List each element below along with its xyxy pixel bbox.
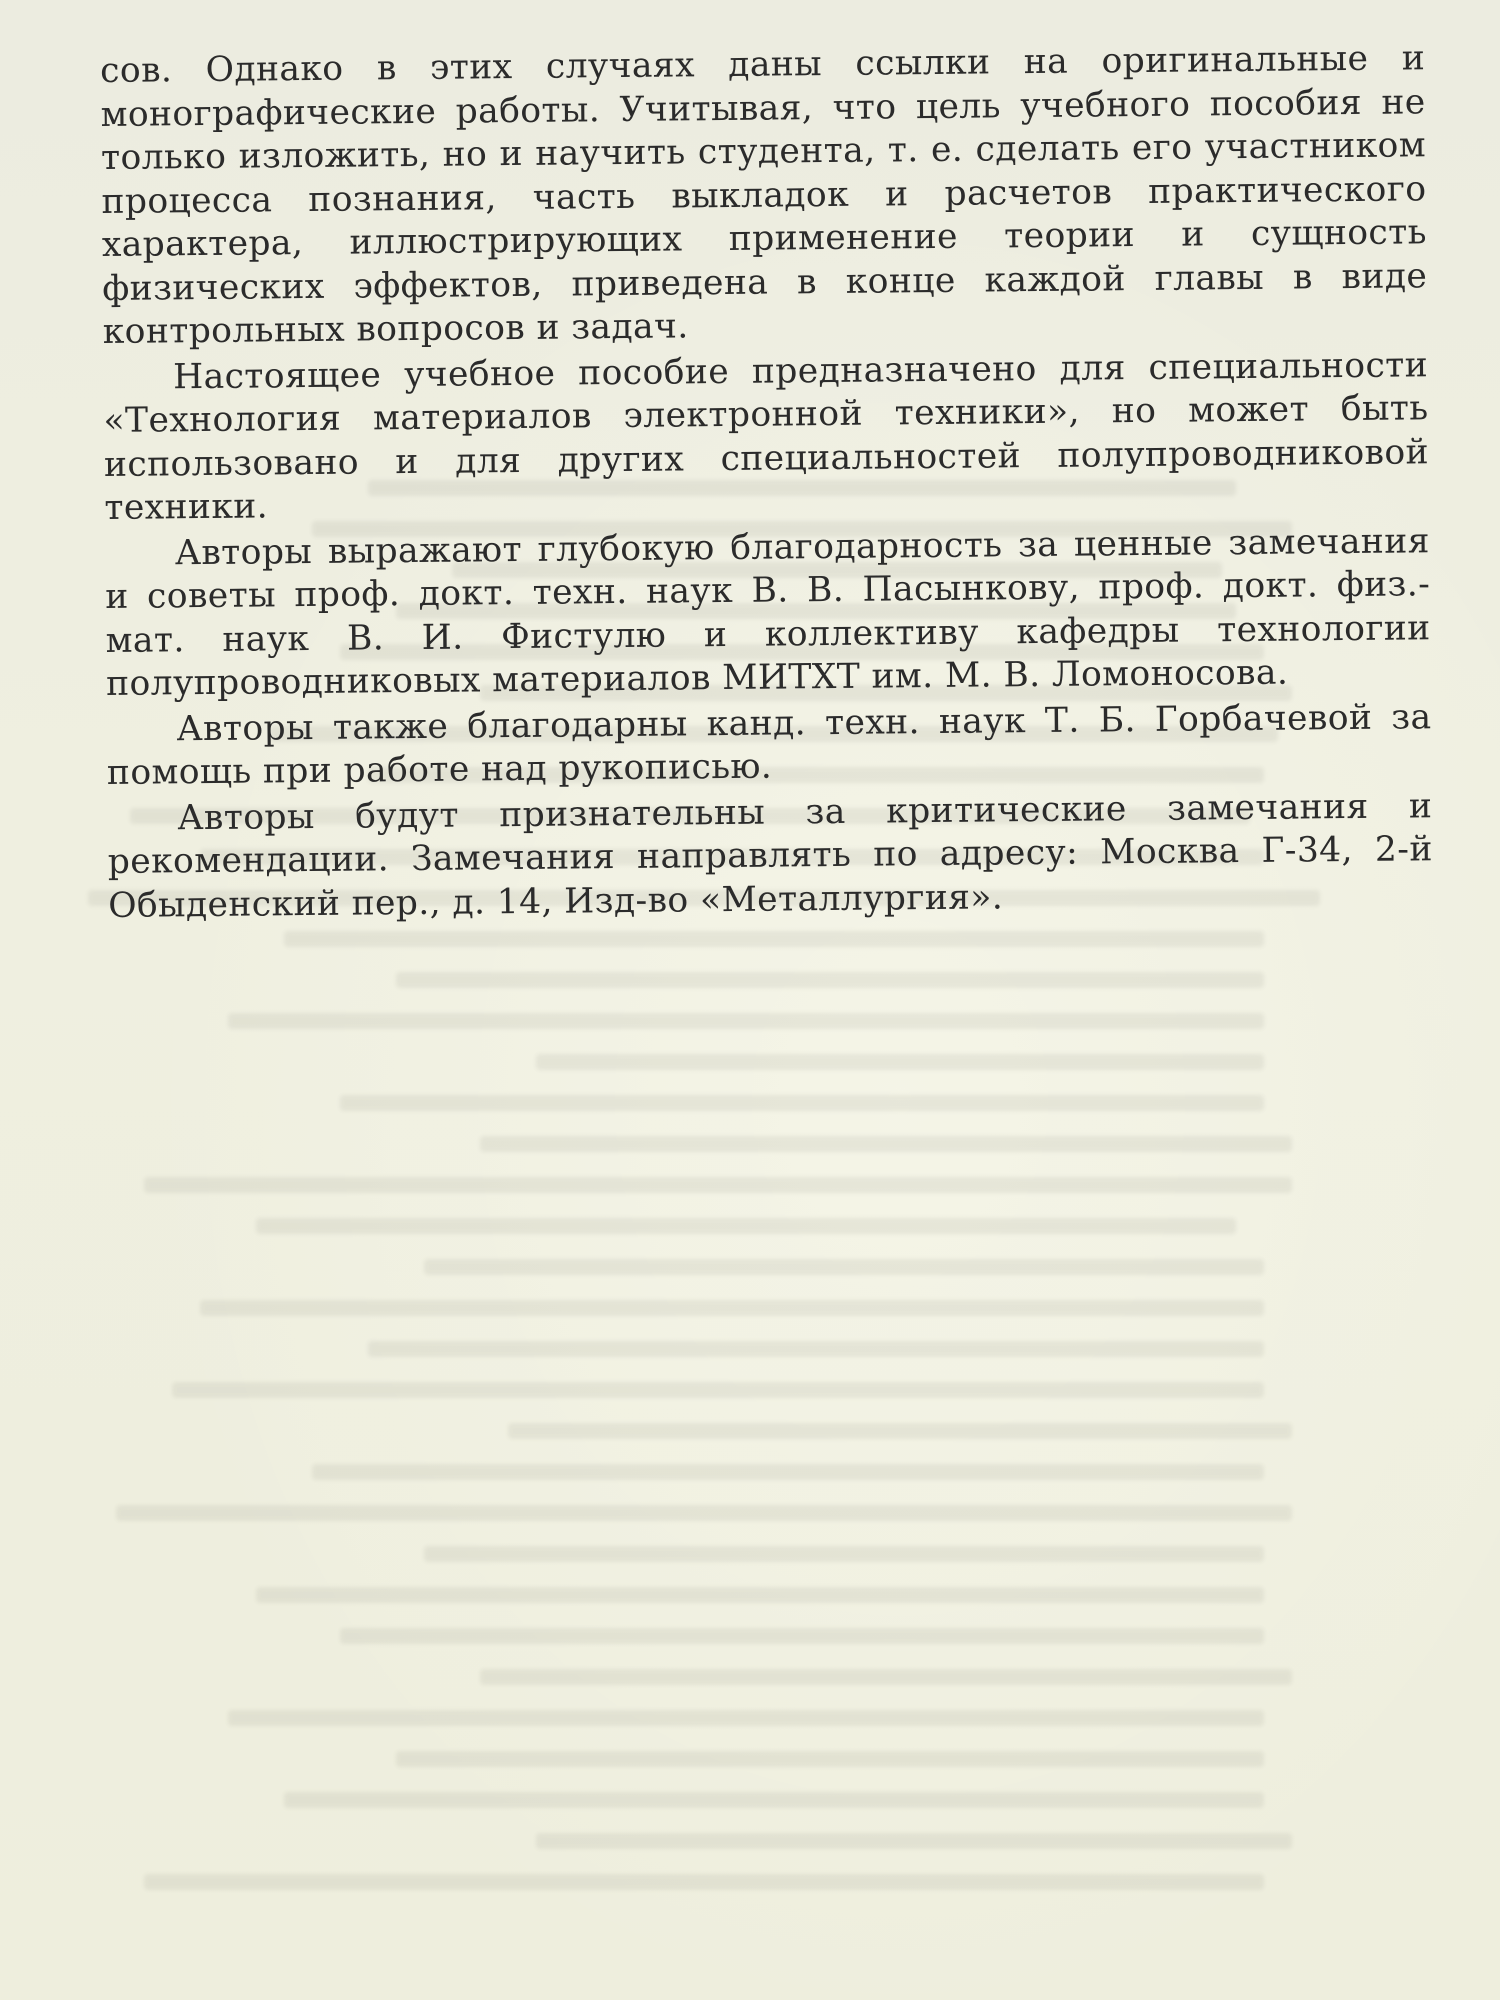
paragraph-acknowledgements: Авторы выражают глубокую благодарность за ценные замечания и советы проф. докт. техн. наук В. В. Пасынкову, проф. докт. физ.-мат. наук В. И. Фистулю и коллективу кафедры технологии полупроводниковых материалов МИТХТ им. М. В. Ломоносова. (105, 520, 1431, 704)
paragraph-purpose: Настоящее учебное пособие предназначено для специальности «Технология материалов электронной техники», но может быть использовано и для других специальностей полупроводниковой техники. (103, 344, 1430, 528)
paragraph-continuation: сов. Однако в этих случаях даны ссылки на оригинальные и монографические работы. Учитывая, что цель учебного пособия не только изложить, но и научить студента, т. е. сделать его участником процесса познания, часть выкладок и расчетов практического характера, иллюстрирующих применение теории и сущность физических эффектов, приведена в конце каждой главы в виде контрольных вопросов и задач. (100, 38, 1428, 352)
paragraph-feedback-address: Авторы будут признательны за критические замечания и рекомендации. Замечания направлять по адресу: Москва Г-34, 2-й Обыденский пер., д. 14, Изд-во «Металлургия». (107, 785, 1433, 926)
paragraph-thanks: Авторы также благодарны канд. техн. наук Т. Б. Горбачевой за помощь при работе над рукописью. (106, 696, 1432, 793)
body-text (100, 37, 1433, 928)
